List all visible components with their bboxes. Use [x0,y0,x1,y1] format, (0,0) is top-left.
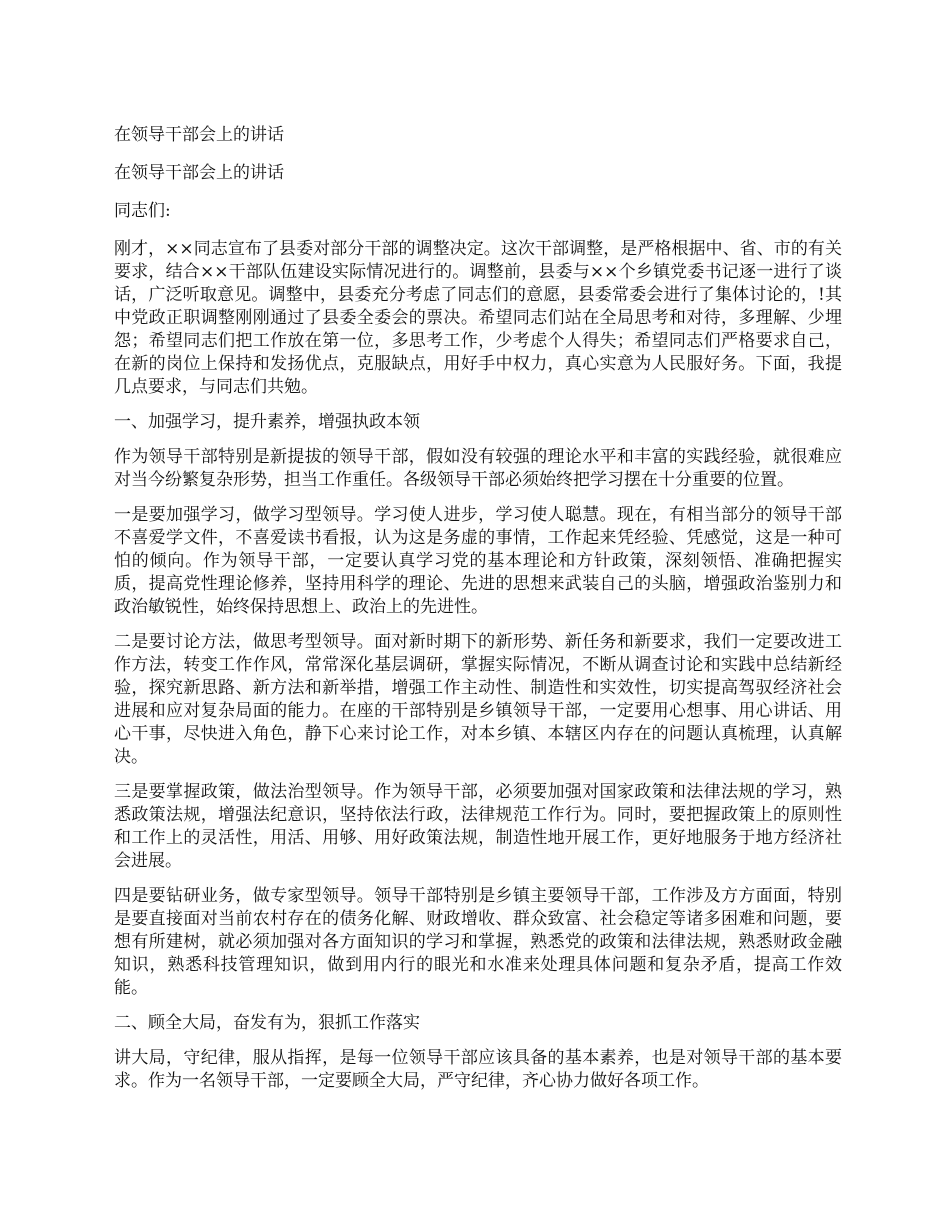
section-heading-2: 二、顾全大局，奋发有为，狠抓工作落实 [114,1013,420,1033]
paragraph: 二是要讨论方法，做思考型领导。面对新时期下的新形势、新任务和新要求，我们一定要改进工作方法，转变工作作风，常常深化基层调研，掌握实际情况，不断从调查讨论和实践中总结新经验，探究新思路、新方法和新举措，增强工作主动性、制造性和实效性，切实提高驾驭经济社会进展和应对复杂局面的能力。在座的干部特别是乡镇领导干部，一定要用心想事、用心讲话、用心干事，尽快进入角色，静下心来讨论工作，对本乡镇、本辖区内存在的问题认真梳理，认真解决。 [114,632,842,767]
document-page [114,124,842,1105]
paragraph: 三是要掌握政策，做法治型领导。作为领导干部，必须要加强对国家政策和法律法规的学习，熟悉政策法规，增强法纪意识，坚持依法行政，法律规范工作行为。同时，要把握政策上的原则性和工作上的灵活性，用活、用够、用好政策法规，制造性地开展工作，更好地服务于地方经济社会进展。 [114,782,842,871]
paragraph: 作为领导干部特别是新提拔的领导干部，假如没有较强的理论水平和丰富的实践经验，就很难应对当今纷繁复杂形势，担当工作重任。各级领导干部必须始终把学习摆在十分重要的位置。 [114,447,842,490]
document-title: 在领导干部会上的讲话 [114,125,284,145]
section-heading-1: 一、加强学习，提升素养，增强执政本领 [114,412,420,432]
salutation: 同志们: [114,201,171,221]
paragraph: 讲大局，守纪律，服从指挥，是每一位领导干部应该具备的基本素养，也是对领导干部的基本要求。作为一名领导干部，一定要顾全大局，严守纪律，齐心协力做好各项工作。 [114,1048,842,1091]
paragraph: 四是要钻研业务，做专家型领导。领导干部特别是乡镇主要领导干部，工作涉及方方面面，特别是要直接面对当前农村存在的债务化解、财政增收、群众致富、社会稳定等诸多困难和问题，要想有所建树，就必须加强对各方面知识的学习和掌握，熟悉党的政策和法律法规，熟悉财政金融知识，熟悉科技管理知识，做到用内行的眼光和水准来处理具体问题和复杂矛盾，提高工作效能。 [114,886,842,998]
paragraph: 一是要加强学习，做学习型领导。学习使人进步，学习使人聪慧。现在，有相当部分的领导干部不喜爱学文件，不喜爱读书看报，认为这是务虚的事情，工作起来凭经验、凭感觉，这是一种可怕的倾向。作为领导干部，一定要认真学习党的基本理论和方针政策，深刻领悟、准确把握实质，提高党性理论修养，坚持用科学的理论、先进的思想来武装自己的头脑，增强政治鉴别力和政治敏锐性，始终保持思想上、政治上的先进性。 [114,505,842,617]
document-subtitle: 在领导干部会上的讲话 [114,163,284,183]
paragraph-intro: 刚才，××同志宣布了县委对部分干部的调整决定。这次干部调整，是严格根据中、省、市的有关要求，结合××干部队伍建设实际情况进行的。调整前，县委与××个乡镇党委书记逐一进行了谈话，广泛听取意见。调整中，县委充分考虑了同志们的意愿，县委常委会进行了集体讨论的，!其中党政正职调整刚刚通过了县委全委会的票决。希望同志们站在全局思考和对待，多理解、少埋怨；希望同志们把工作放在第一位，多思考工作，少考虑个人得失；希望同志们严格要求自己，在新的岗位上保持和发扬优点，克服缺点，用好手中权力，真心实意为人民服好务。下面，我提几点要求，与同志们共勉。 [114,239,842,397]
